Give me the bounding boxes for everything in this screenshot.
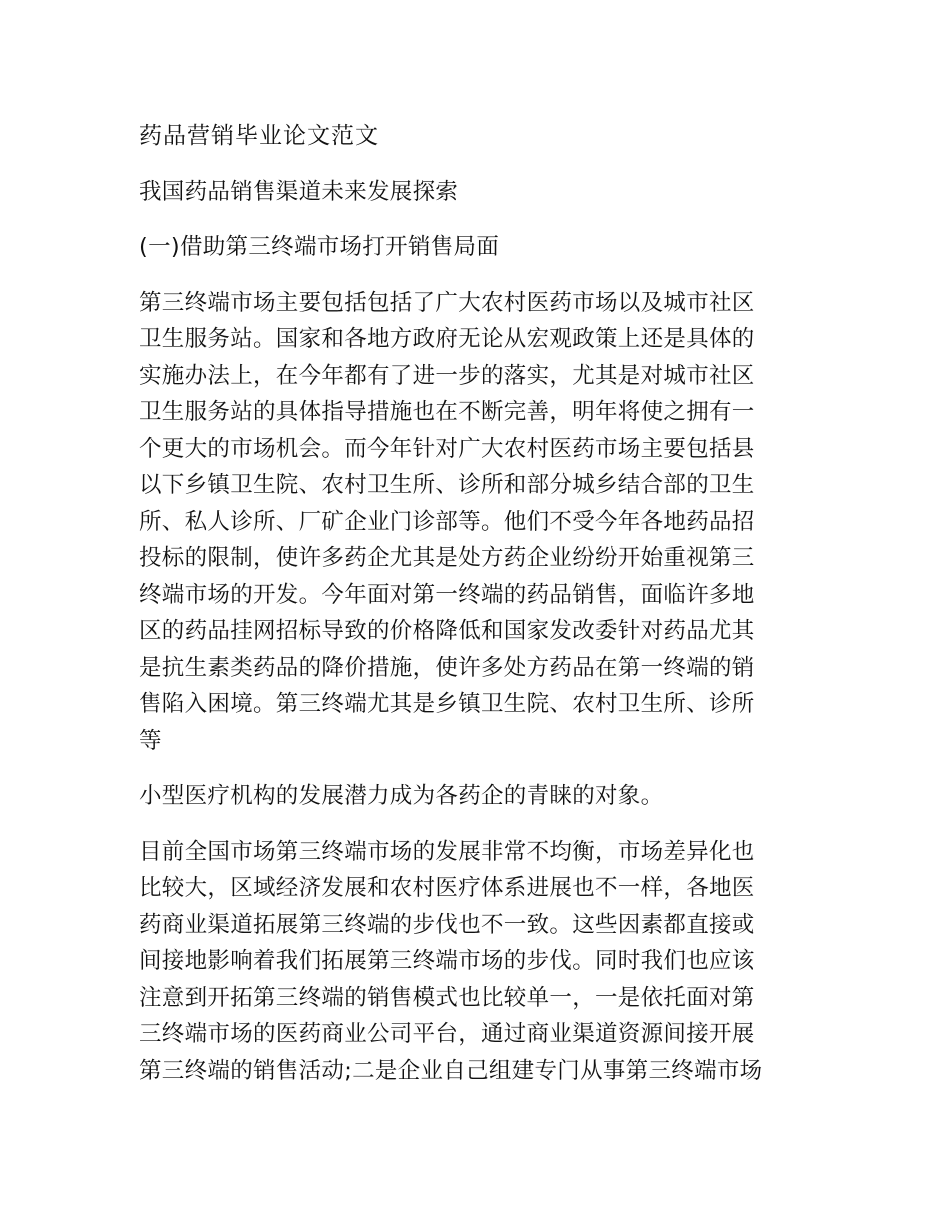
- paragraph-line: 以下乡镇卫生院、农村卫生所、诊所和部分城乡结合部的卫生: [139, 472, 755, 498]
- paragraph-line: 等: [139, 727, 162, 754]
- paragraph-line: 第三终端市场主要包括包括了广大农村医药市场以及城市社区: [139, 289, 755, 316]
- document-title: 药品营销毕业论文范文: [139, 123, 379, 149]
- paragraph-line: 药商业渠道拓展第三终端的步伐也不一致。这些因素都直接或: [139, 911, 755, 938]
- paragraph-line: 实施办法上，在今年都有了进一步的落实，尤其是对城市社区: [139, 362, 755, 389]
- paragraph-line: 比较大，区域经济发展和农村医疗体系进展也不一样，各地医: [139, 875, 755, 901]
- paragraph-line: 第三终端的销售活动;二是企业自己组建专门从事第三终端市场: [139, 1057, 763, 1084]
- paragraph-line: 区的药品挂网招标导致的价格降低和国家发改委针对药品尤其: [139, 618, 755, 644]
- paragraph-line: 卫生服务站的具体指导措施也在不断完善，明年将使之拥有一: [139, 399, 755, 425]
- document-subtitle: 我国药品销售渠道未来发展探索: [139, 178, 459, 205]
- document-body: [139, 118, 811, 1089]
- paragraph-line: 三终端市场的医药商业公司平台，通过商业渠道资源间接开展: [139, 1021, 755, 1047]
- paragraph-3: [139, 834, 811, 1090]
- paragraph-2: 小型医疗机构的发展潜力成为各药企的青睐的对象。: [139, 783, 664, 809]
- paragraph-line: 注意到开拓第三终端的销售模式也比较单一，一是依托面对第: [139, 984, 755, 1011]
- paragraph-line: 间接地影响着我们拓展第三终端市场的步伐。同时我们也应该: [139, 948, 755, 974]
- paragraph-line: 是抗生素类药品的降价措施，使许多处方药品在第一终端的销: [139, 654, 755, 681]
- section-heading: (一)借助第三终端市场打开销售局面: [139, 234, 500, 260]
- paragraph-line: 所、私人诊所、厂矿企业门诊部等。他们不受今年各地药品招: [139, 508, 755, 535]
- paragraph-line: 目前全国市场第三终端市场的发展非常不均衡，市场差异化也: [139, 838, 755, 865]
- paragraph-line: 投标的限制，使许多药企尤其是处方药企业纷纷开始重视第三: [139, 545, 755, 571]
- paragraph-line: 售陷入困境。第三终端尤其是乡镇卫生院、农村卫生所、诊所: [139, 691, 755, 717]
- paragraph-line: 终端市场的开发。今年面对第一终端的药品销售，面临许多地: [139, 581, 755, 608]
- paragraph-line: 个更大的市场机会。而今年针对广大农村医药市场主要包括县: [139, 435, 755, 462]
- paragraph-line: 卫生服务站。国家和各地方政府无论从宏观政策上还是具体的: [139, 326, 755, 352]
- paragraph-1: [139, 285, 811, 760]
